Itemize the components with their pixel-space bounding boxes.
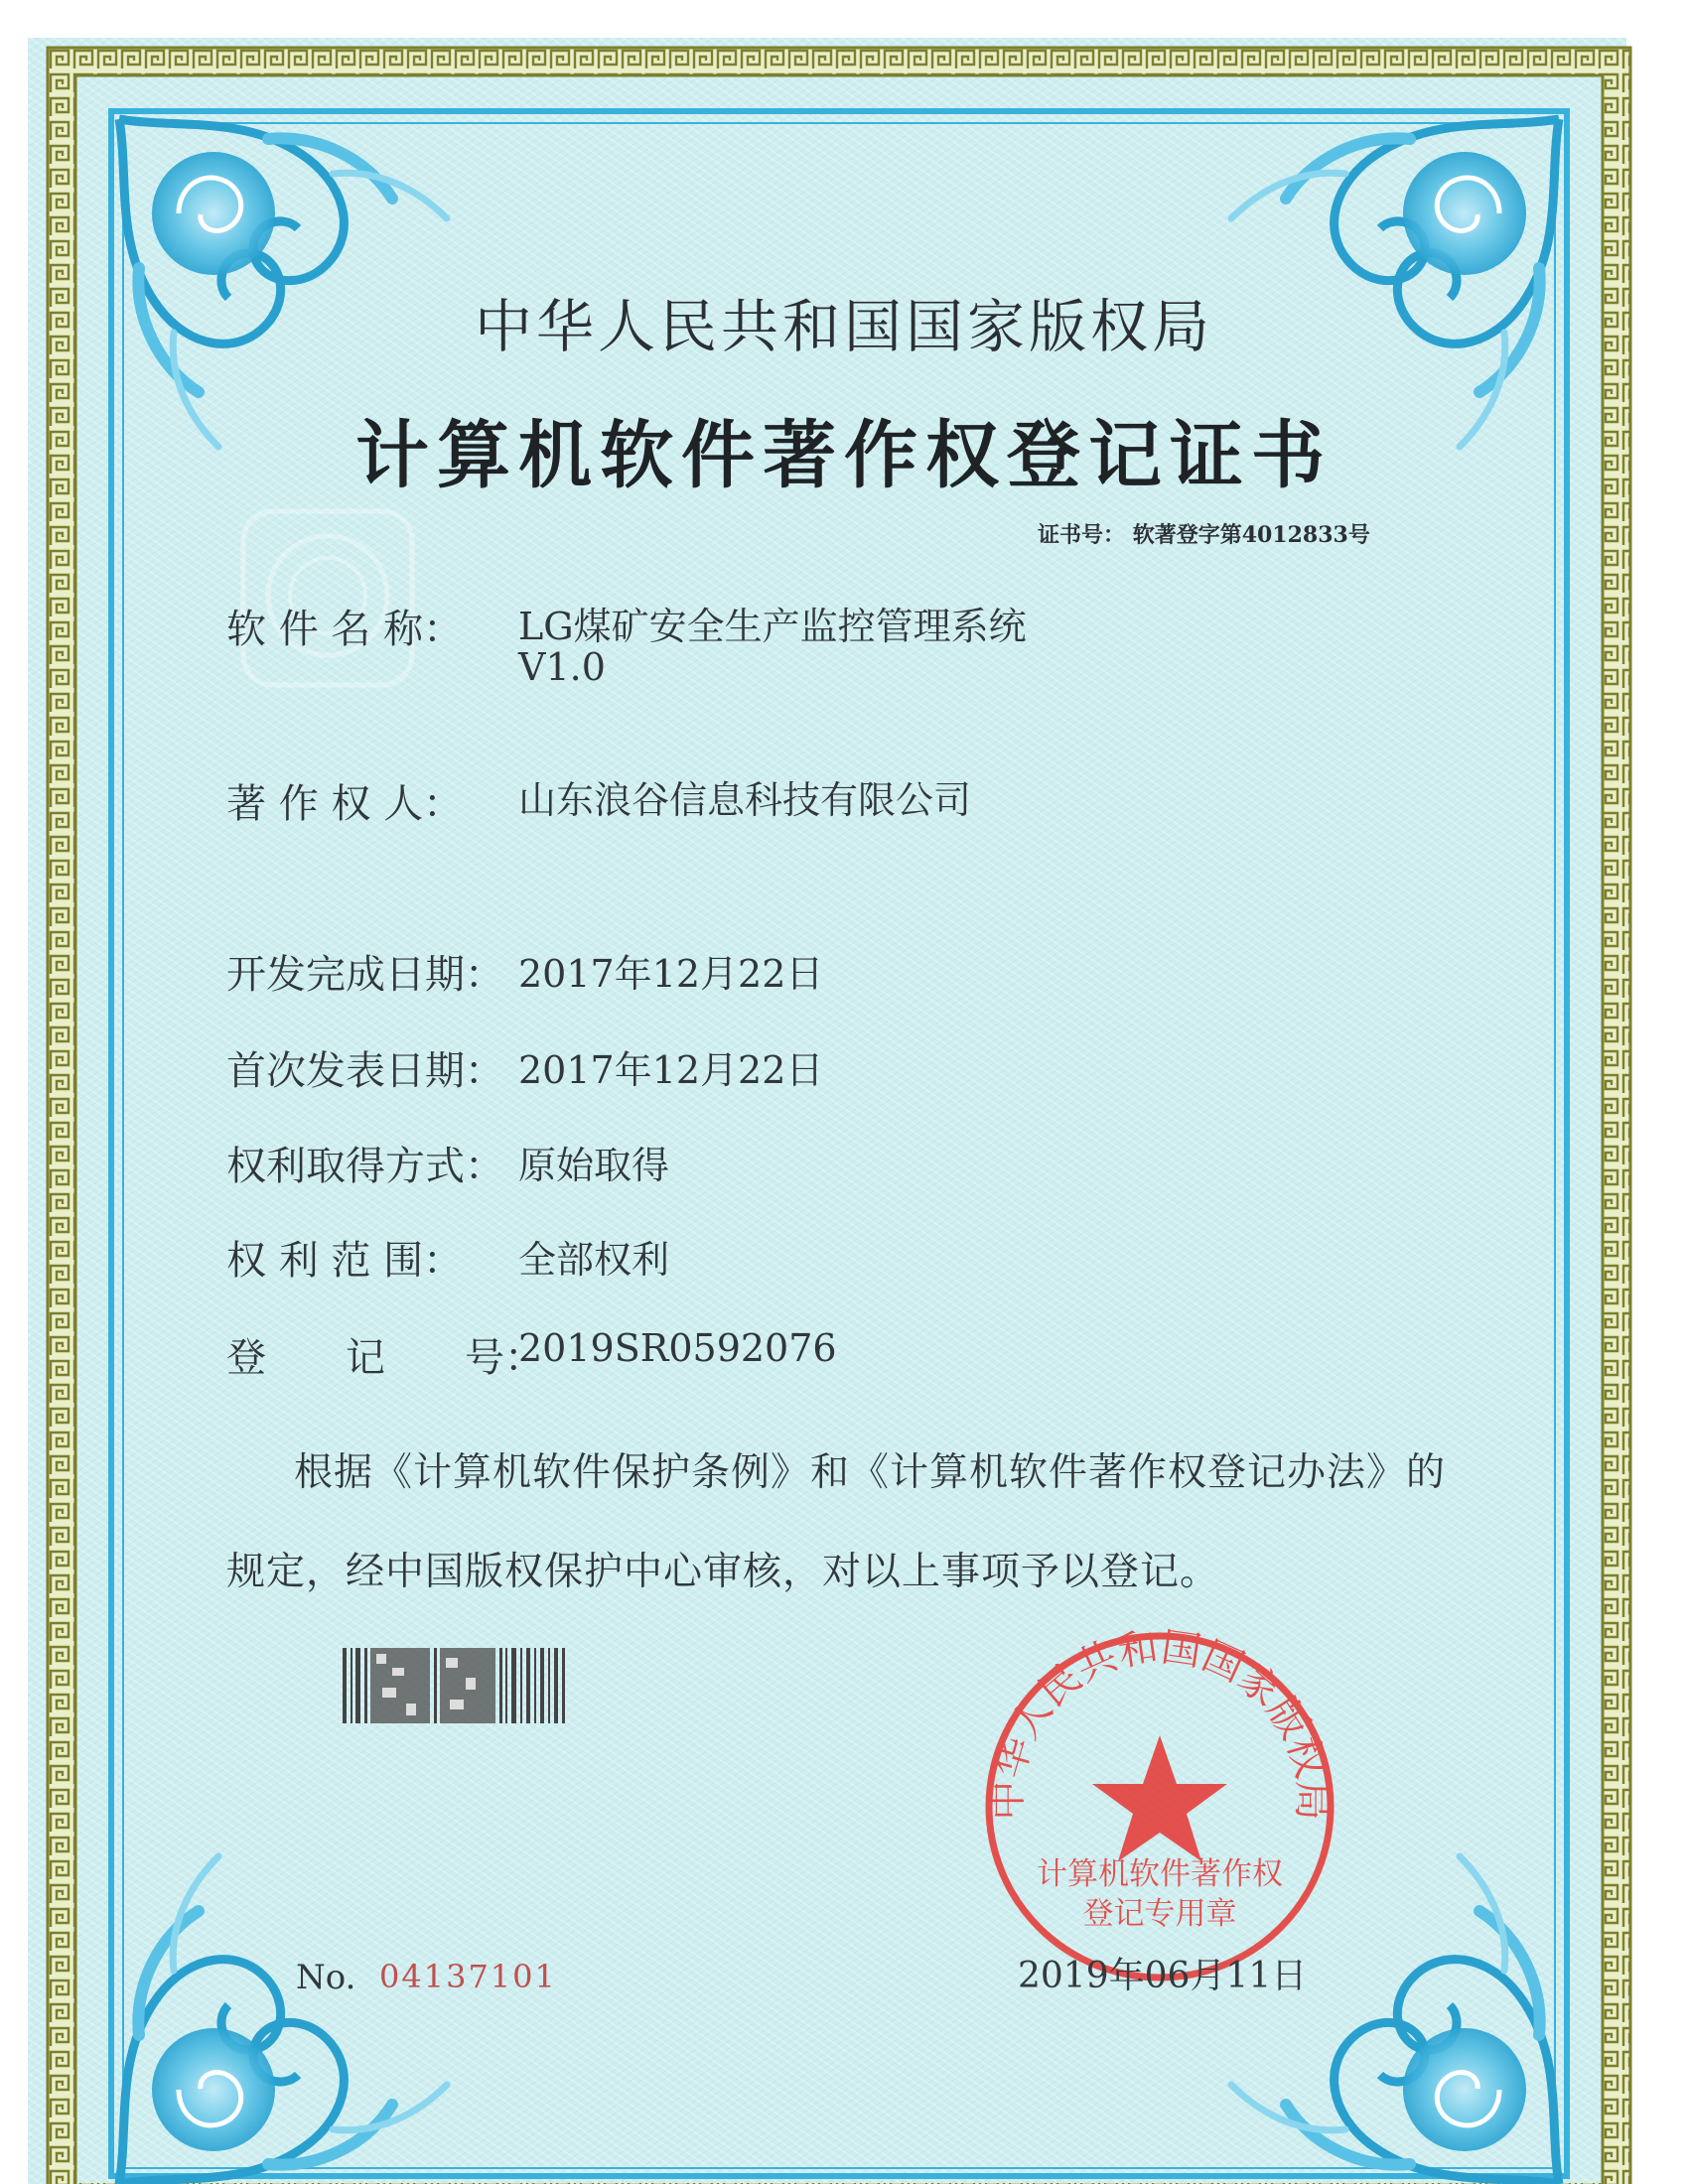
serial-number-label: No. [296,1958,356,1997]
certificate-number-value: 软著登字第4012833号 [1132,522,1370,548]
barcode-icon [343,1648,565,1723]
pub-date-value: 2017年12月22日 [518,1048,824,1092]
certificate-number [1038,518,1370,549]
pub-date-label: 首次发表日期： [226,1048,504,1094]
seal-line-2: 登记专用章 [1082,1896,1237,1932]
acquire-method-value: 原始取得 [518,1144,670,1187]
rights-scope-label: 权 利 范 围： [226,1238,464,1284]
corner-ornament-bottom-left [119,1856,447,2184]
registration-number-label: 登 记 号： [226,1335,544,1381]
seal-line-1: 计算机软件著作权 [1037,1856,1283,1892]
serial-number-value: 04137101 [379,1958,557,1995]
certificate-title: 计算机软件著作权登记证书 [355,413,1333,498]
software-version-value: V1.0 [518,645,606,689]
authority-title: 中华人民共和国国家版权局 [474,293,1213,360]
seal-star-icon [1092,1735,1227,1861]
official-seal [985,1624,1335,1978]
registration-number-value: 2019SR0592076 [518,1326,837,1370]
software-name-label: 软 件 名 称： [226,607,464,652]
dev-date-value: 2017年12月22日 [518,952,824,996]
certificate-number-label: 证书号： [1038,522,1126,548]
dev-date-label: 开发完成日期： [226,952,504,998]
owner-value: 山东浪谷信息科技有限公司 [518,778,972,822]
owner-label: 著 作 权 人： [226,781,464,827]
issue-date: 2019年06月11日 [1018,1956,1308,1996]
rights-scope-value: 全部权利 [518,1238,670,1282]
software-name-value: LG煤矿安全生产监控管理系统 [518,605,1027,648]
corner-ornament-bottom-right [1231,1856,1559,2184]
seal-ring-text: 中华人民共和国国家版权局 [984,1624,1336,1821]
statement-line-2: 规定，经中国版权保护中心审核，对以上事项予以登记。 [226,1550,1220,1594]
statement-line-1: 根据《计算机软件保护条例》和《计算机软件著作权登记办法》的 [294,1450,1447,1495]
acquire-method-label: 权利取得方式： [226,1144,504,1189]
